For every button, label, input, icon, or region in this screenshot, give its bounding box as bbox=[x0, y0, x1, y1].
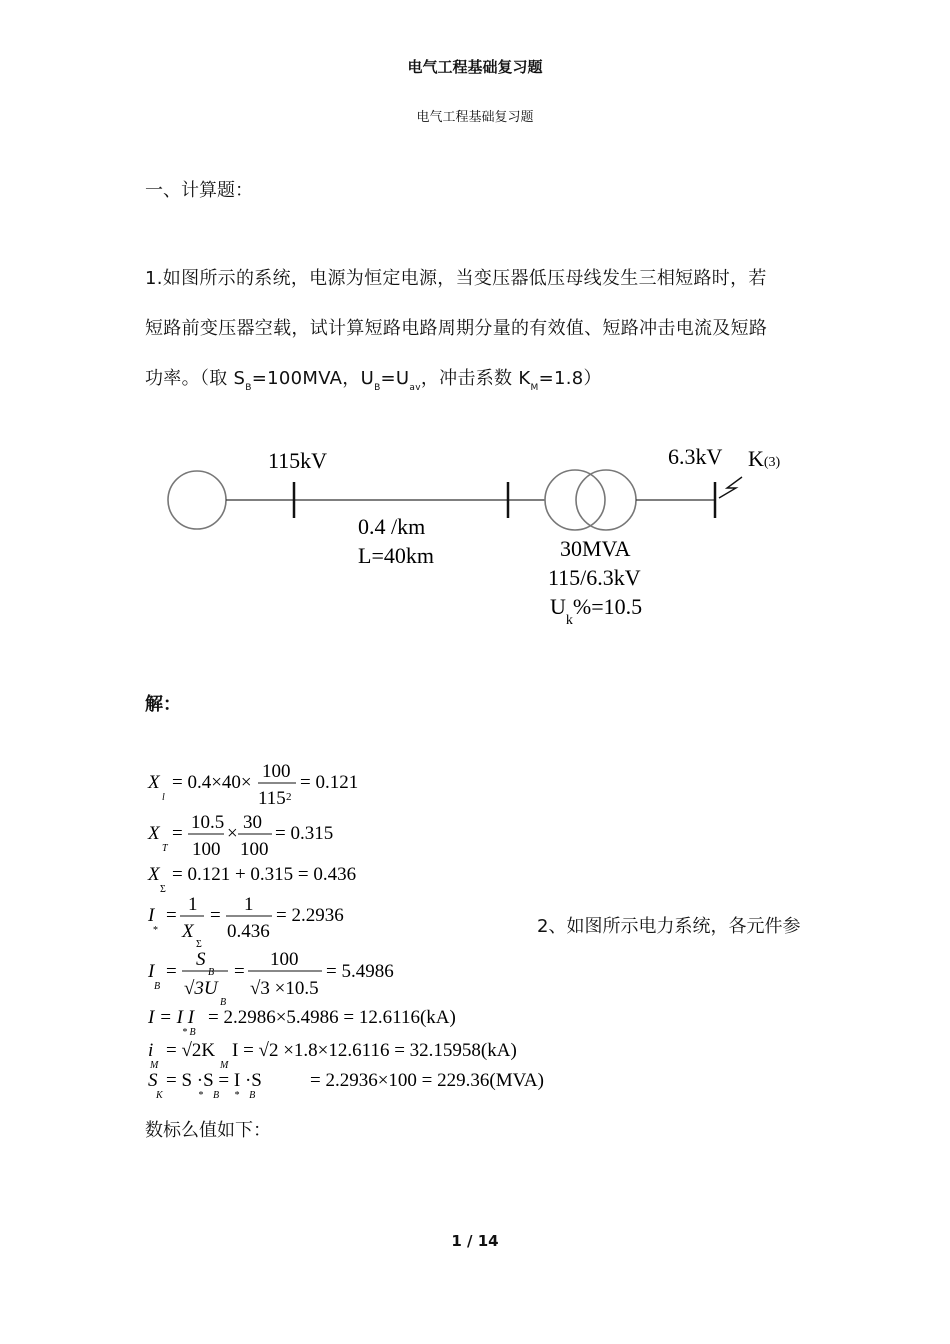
eq5-b: = 5.4986 bbox=[326, 961, 394, 982]
problem1-line3-e: =U bbox=[380, 368, 410, 389]
eq5-den2: √3 ×10.5 bbox=[250, 978, 319, 999]
eq1-b: = 0.121 bbox=[300, 772, 359, 793]
eq5-num1: S bbox=[196, 949, 206, 970]
problem1-line3-g: ，冲击系数 K bbox=[420, 368, 531, 389]
eq2-b: = 0.315 bbox=[275, 823, 334, 844]
eq2-sub: T bbox=[162, 843, 168, 854]
page-number: 1 / 14 bbox=[451, 1232, 499, 1250]
sb-subscript: B bbox=[245, 383, 252, 393]
eq5-eq2: = bbox=[234, 961, 245, 982]
eq4-eq1: = bbox=[166, 905, 177, 926]
eq7-text: i bbox=[148, 1040, 154, 1061]
eq8-subs: * B * B bbox=[198, 1090, 256, 1101]
trafo-rating: 30MVA bbox=[560, 536, 631, 561]
transformer-primary-winding bbox=[545, 470, 605, 530]
label-115kv: 115kV bbox=[268, 448, 328, 473]
line-length: L=40km bbox=[358, 543, 434, 568]
page-header-title: 电气工程基础复习题 bbox=[407, 58, 543, 76]
eq3-lhs: X bbox=[148, 864, 160, 885]
fault-lightning-icon bbox=[719, 477, 742, 498]
label-6-3kv: 6.3kV bbox=[668, 444, 723, 469]
uav-subscript: av bbox=[409, 383, 421, 393]
eq4-den1-sub: Σ bbox=[196, 939, 202, 950]
eq1-sub: l bbox=[162, 792, 165, 803]
solution-equations bbox=[140, 755, 560, 1105]
eq5-den1: √3U bbox=[184, 978, 218, 999]
problem2-intro: 2、如图所示电力系统，各元件参 bbox=[537, 916, 801, 937]
problem2-continuation: 数标么值如下： bbox=[145, 1120, 271, 1141]
trafo-uk: $U_k\%=10.5$ bbox=[550, 594, 643, 628]
eq7-b: = √2K bbox=[166, 1040, 216, 1061]
problem1-line1: 1.如图所示的系统，电源为恒定电源，当变压器低压母线发生三相短路时，若 bbox=[145, 268, 767, 289]
eq1-num: 100 bbox=[262, 761, 291, 782]
eq4-den2: 0.436 bbox=[227, 921, 270, 942]
transformer-secondary-winding bbox=[576, 470, 636, 530]
eq5-num1-sub: B bbox=[208, 967, 215, 978]
problem1-line3-i: =1.8） bbox=[538, 368, 602, 389]
eq1-sup: 2 bbox=[286, 791, 292, 803]
eq3-b: = 0.121 + 0.315 = 0.436 bbox=[172, 864, 357, 885]
document-subtitle: 电气工程基础复习题 bbox=[416, 110, 534, 125]
source-generator-symbol bbox=[168, 471, 226, 529]
eq2-num2: 30 bbox=[243, 812, 262, 833]
eq2-times: × bbox=[227, 823, 238, 844]
fault-label: K(3) bbox=[748, 446, 781, 471]
eq7-sub: M bbox=[150, 1060, 159, 1071]
eq2-lhs: X bbox=[148, 823, 160, 844]
eq8-b: = S ·S = I ·S bbox=[166, 1070, 262, 1091]
eq7-c: I = √2 ×1.8×12.6116 = 32.15958(kA) bbox=[232, 1040, 517, 1061]
km-subscript: M bbox=[530, 383, 539, 393]
problem1-line2: 短路前变压器空载，试计算短路电路周期分量的有效值、短路冲击电流及短路 bbox=[145, 318, 768, 339]
eq4-den1: X bbox=[182, 921, 194, 942]
eq8-sub: K bbox=[156, 1090, 163, 1101]
eq5-num2: 100 bbox=[270, 949, 299, 970]
eq2-num1: 10.5 bbox=[191, 812, 225, 833]
eq6-text: I = I I bbox=[148, 1007, 195, 1028]
eq4-b: = 2.2936 bbox=[276, 905, 344, 926]
eq6-b: = 2.2986×5.4986 = 12.6116(kA) bbox=[208, 1007, 456, 1028]
eq5-eq1: = bbox=[166, 961, 177, 982]
eq5-sub: B bbox=[154, 981, 161, 992]
eq6-sub: * B bbox=[182, 1027, 196, 1038]
solution-label: 解： bbox=[145, 694, 181, 715]
eq2-eq: = bbox=[172, 823, 183, 844]
problem1-line3-c: =100MVA，U bbox=[251, 368, 375, 389]
line-param: 0.4 /km bbox=[358, 514, 426, 539]
circuit-diagram bbox=[0, 430, 950, 640]
eq1-lhs: X bbox=[148, 772, 160, 793]
eq4-num2: 1 bbox=[244, 894, 254, 915]
eq1-a: = 0.4×40× bbox=[172, 772, 252, 793]
problem1-line3-a: 功率。（取 S bbox=[145, 368, 246, 389]
eq4-num1: 1 bbox=[188, 894, 198, 915]
problem1-line3 bbox=[145, 364, 602, 393]
trafo-ratio: 115/6.3kV bbox=[548, 565, 641, 590]
eq8-c: = 2.2936×100 = 229.36(MVA) bbox=[310, 1070, 544, 1091]
eq2-den1: 100 bbox=[192, 839, 221, 860]
eq7-sub2: M bbox=[220, 1060, 229, 1071]
eq4-lhs: I bbox=[148, 905, 155, 926]
eq4-sub: * bbox=[153, 925, 158, 936]
eq1-den: 115 bbox=[258, 788, 286, 809]
eq3-sub: Σ bbox=[160, 884, 166, 895]
eq5-den1-sub: B bbox=[220, 997, 227, 1008]
eq5-lhs: I bbox=[148, 961, 155, 982]
eq2-den2: 100 bbox=[240, 839, 269, 860]
section-heading: 一、计算题： bbox=[145, 180, 253, 201]
eq4-eq2: = bbox=[210, 905, 221, 926]
ub-subscript: B bbox=[374, 383, 381, 393]
eq8-text: S bbox=[148, 1070, 158, 1091]
